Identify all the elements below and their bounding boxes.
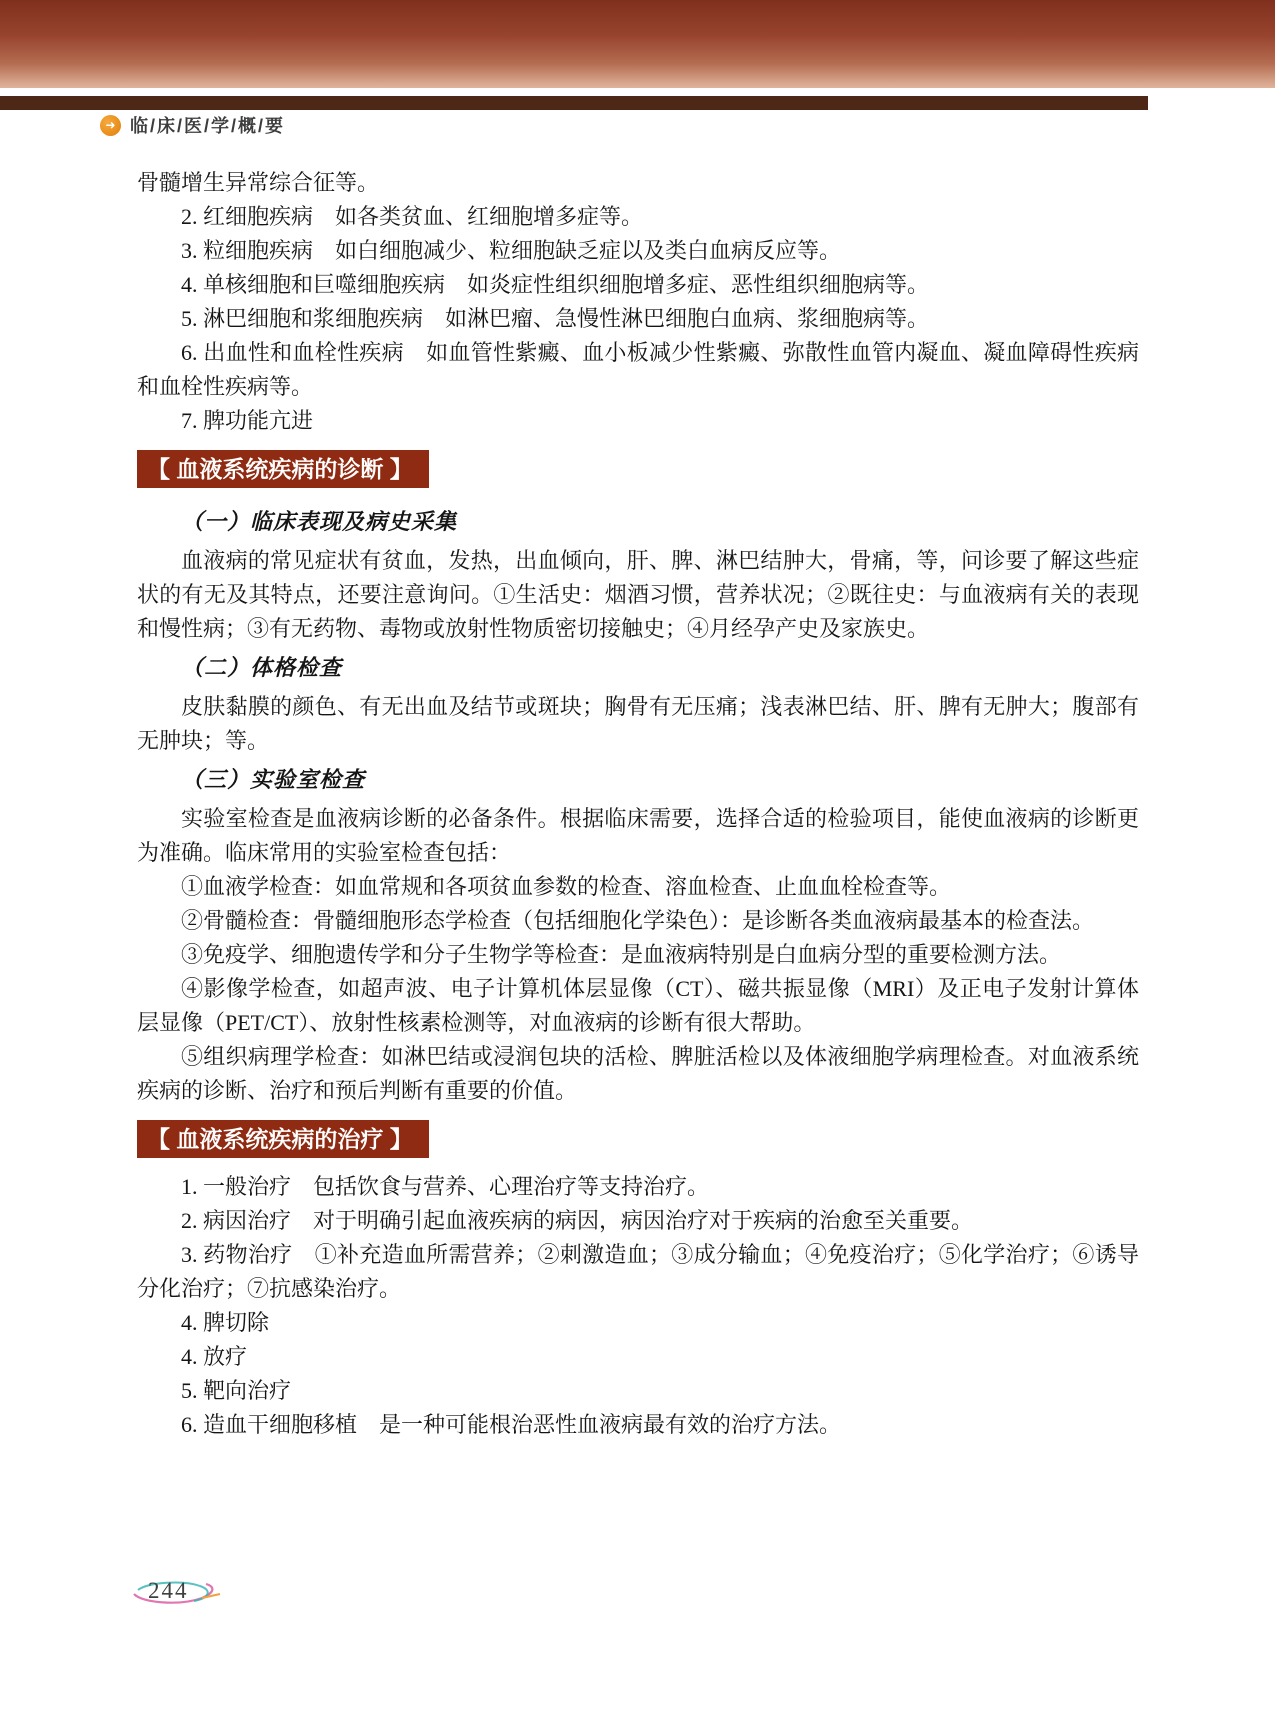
page-footer (128, 1574, 238, 1614)
numbered-point: ②骨髓检查：骨髓细胞形态学检查（包括细胞化学染色）：是诊断各类血液病最基本的检查法。 (181, 908, 1095, 933)
list-item: 4. 放疗 (181, 1344, 248, 1369)
list-item: 6. 造血干细胞移植 是一种可能根治恶性血液病最有效的治疗方法。 (181, 1412, 842, 1437)
section-title-treatment: 【 血液系统疾病的治疗 】 (137, 1120, 429, 1158)
subsection-heading: （三）实验室检查 (181, 767, 366, 792)
section-title-diagnosis: 【 血液系统疾病的诊断 】 (137, 450, 429, 488)
body-paragraph: 血液病的常见症状有贫血，发热，出血倾向，肝、脾、淋巴结肿大，骨痛，等，问诊要了解这些症状的有无及其特点，还要注意询问。①生活史：烟酒习惯，营养状况；②既往史：与血液病有关的表现和慢性病；③有无药物、毒物或放射性物质密切接触史；④月经孕产史及家族史。 (137, 548, 1139, 641)
list-item: 3. 药物治疗 ①补充造血所需营养；②刺激造血；③成分输血；④免疫治疗；⑤化学治疗；⑥诱导分化治疗；⑦抗感染治疗。 (137, 1242, 1139, 1301)
list-item: 5. 淋巴细胞和浆细胞疾病 如淋巴瘤、急慢性淋巴细胞白血病、浆细胞病等。 (181, 306, 930, 331)
body-paragraph: 皮肤黏膜的颜色、有无出血及结节或斑块；胸骨有无压痛；浅表淋巴结、肝、脾有无肿大；腹部有无肿块；等。 (137, 694, 1139, 753)
list-item: 2. 红细胞疾病 如各类贫血、红细胞增多症等。 (181, 204, 644, 229)
header-divider-bar (0, 96, 1148, 110)
list-item: 4. 脾切除 (181, 1310, 270, 1335)
list-item: 4. 单核细胞和巨噬细胞疾病 如炎症性组织细胞增多症、恶性组织细胞病等。 (181, 272, 930, 297)
list-item: 1. 一般治疗 包括饮食与营养、心理治疗等支持治疗。 (181, 1174, 710, 1199)
body-paragraph: 骨髓增生异常综合征等。 (137, 170, 380, 195)
list-item: 7. 脾功能亢进 (181, 408, 314, 433)
numbered-point: ④影像学检查，如超声波、电子计算机体层显像（CT）、磁共振显像（MRI）及正电子发射计算体层显像（PET/CT）、放射性核素检测等，对血液病的诊断有很大帮助。 (137, 976, 1139, 1035)
subsection-heading: （二）体格检查 (181, 655, 343, 680)
section-banner-row (137, 1120, 1139, 1158)
list-item: 5. 靶向治疗 (181, 1378, 292, 1403)
top-gradient-band (0, 0, 1275, 88)
numbered-point: ③免疫学、细胞遗传学和分子生物学等检查：是血液病特别是白血病分型的重要检测方法。 (181, 942, 1062, 967)
subsection-heading: （一）临床表现及病史采集 (181, 509, 458, 534)
page-content (137, 166, 1139, 1442)
list-item: 3. 粒细胞疾病 如白细胞减少、粒细胞缺乏症以及类白血病反应等。 (181, 238, 842, 263)
numbered-point: ⑤组织病理学检查：如淋巴结或浸润包块的活检、脾脏活检以及体液细胞学病理检查。对血液系统疾病的诊断、治疗和预后判断有重要的价值。 (137, 1044, 1139, 1103)
running-header (100, 112, 285, 138)
circle-arrow-icon (100, 115, 121, 136)
page-number: 244 (148, 1578, 189, 1603)
list-item: 6. 出血性和血栓性疾病 如血管性紫癜、血小板减少性紫癜、弥散性血管内凝血、凝血障碍性疾病和血栓性疾病等。 (137, 340, 1139, 399)
numbered-point: ①血液学检查：如血常规和各项贫血参数的检查、溶血检查、止血血栓检查等。 (181, 874, 952, 899)
section-banner-row (137, 450, 1139, 488)
book-title: 临/床/医/学/概/要 (130, 116, 286, 136)
body-paragraph: 实验室检查是血液病诊断的必备条件。根据临床需要，选择合适的检验项目，能使血液病的诊断更为准确。临床常用的实验室检查包括： (137, 806, 1139, 865)
list-item: 2. 病因治疗 对于明确引起血液疾病的病因，病因治疗对于疾病的治愈至关重要。 (181, 1208, 974, 1233)
